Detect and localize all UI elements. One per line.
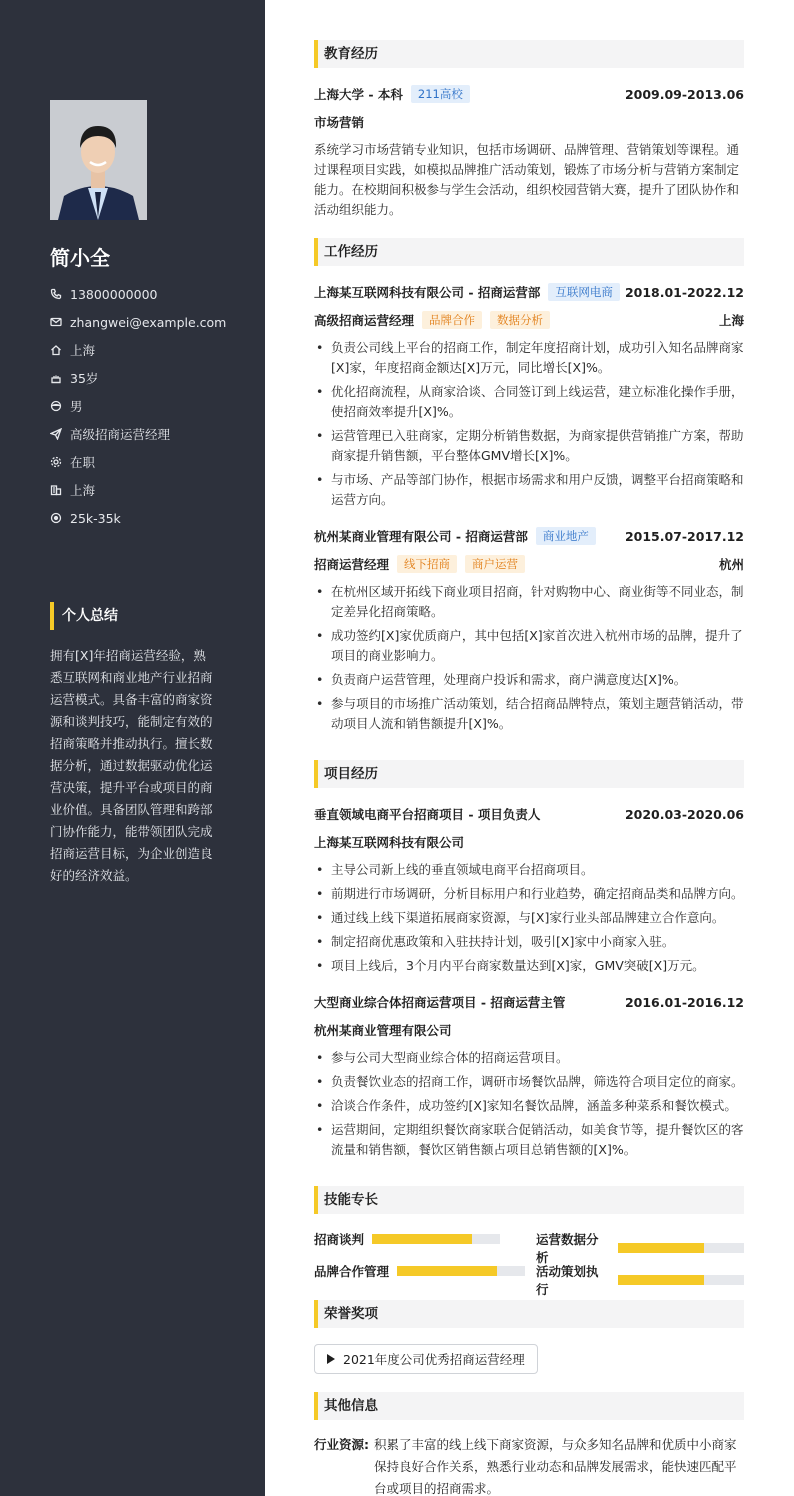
- gender-icon: [50, 400, 62, 412]
- avatar: [50, 100, 147, 220]
- gender-row: [50, 392, 226, 420]
- job-1-role-row: [314, 310, 744, 330]
- education-section-title: 教育经历: [314, 40, 744, 68]
- skill-bar: [618, 1275, 744, 1285]
- skill-bar-fill: [618, 1243, 704, 1253]
- job-1-role: 高级招商运营经理: [314, 313, 415, 328]
- major-row: [314, 112, 744, 132]
- job-1-date: 2018.01-2022.12: [624, 284, 744, 300]
- skill-bar-fill: [372, 1234, 472, 1244]
- send-icon: [50, 428, 62, 440]
- skill-name: 运营数据分析: [536, 1232, 599, 1265]
- job-2-role-row: [314, 554, 744, 574]
- home-icon: [50, 344, 62, 356]
- project-1-org: 上海某互联网科技有限公司: [314, 835, 465, 850]
- list-item: • 负责公司线上平台的招商工作，制定年度招商计划，成功引入知名品牌商家[X]家，年度招商金额达[X]万元，同比增长[X]%。: [314, 338, 744, 378]
- job-1-bullets: [314, 338, 744, 514]
- list-item: • 洽谈合作条件，成功签约[X]家知名餐饮品牌，涵盖多种菜系和餐饮模式。: [314, 1096, 744, 1116]
- school-tag: 211高校: [411, 85, 470, 103]
- summary-text: 拥有[X]年招商运营经验，熟悉互联网和商业地产行业招商运营模式。具备丰富的商家资源和谈判技巧，能制定有效的招商策略并推动执行。擅长数据分析，通过数据驱动优化运营决策，提升平台或项目的商业价值。具备团队管理和跨部门协作能力，能带领团队完成招商运营目标，为企业创造良好的经济效益。: [50, 648, 213, 883]
- city-row: [50, 476, 226, 504]
- cake-icon: [50, 372, 62, 384]
- job-2-tag: 商户运营: [465, 555, 525, 573]
- projects-section-title: 项目经历: [314, 760, 744, 788]
- list-item: • 制定招商优惠政策和入驻扶持计划，吸引[X]家中小商家入驻。: [314, 932, 744, 952]
- coin-icon: [50, 512, 62, 524]
- list-item: • 运营期间，定期组织餐饮商家联合促销活动，如美食节等，提升餐饮区的客流量和销售额，餐饮区销售额占项目总销售额的[X]%。: [314, 1120, 744, 1160]
- status-row: [50, 448, 226, 476]
- project-1-date: 2020.03-2020.06: [624, 806, 744, 822]
- job-2-header: [314, 526, 744, 546]
- skill-name: 招商谈判: [314, 1232, 365, 1247]
- skill-bar: [618, 1243, 744, 1253]
- skill-item: [536, 1230, 744, 1266]
- list-item: • 优化招商流程，从商家洽谈、合同签订到上线运营，建立标准化操作手册，使招商效率提升[X]%。: [314, 382, 744, 422]
- job-1-tag: 品牌合作: [422, 311, 482, 329]
- phone-icon: [50, 288, 62, 300]
- email-row: [50, 308, 226, 336]
- education-desc: 系统学习市场营销专业知识，包括市场调研、品牌管理、营销策划等课程。通过课程项目实践，如模拟品牌推广活动策划，锻炼了市场分析与营销方案制定能力。在校期间积极参与学生会活动，组织校园营销大赛，提升了团队协作和活动组织能力。: [314, 142, 740, 217]
- skill-bar: [372, 1234, 500, 1244]
- other-info-key: 行业资源:: [314, 1437, 369, 1452]
- list-item: • 主导公司新上线的垂直领域电商平台招商项目。: [314, 860, 744, 880]
- sidebar: [0, 0, 265, 1496]
- list-item: • 项目上线后，3个月内平台商家数量达到[X]家，GMV突破[X]万元。: [314, 956, 744, 976]
- avatar-portrait: [50, 100, 147, 220]
- building-icon: [50, 484, 62, 496]
- skill-bar: [397, 1266, 525, 1276]
- list-item: • 成功签约[X]家优质商户，其中包括[X]家首次进入杭州市场的品牌，提升了项目的商业影响力。: [314, 626, 744, 666]
- project-2-bullets: [314, 1048, 744, 1164]
- phone-text: 13800000000: [70, 286, 158, 302]
- school-name: 上海大学 - 本科: [314, 87, 403, 102]
- skill-bar-fill: [397, 1266, 497, 1276]
- skill-item: [314, 1262, 525, 1280]
- list-item: • 在杭州区域开拓线下商业项目招商，针对购物中心、商业街等不同业态，制定差异化招商策略。: [314, 582, 744, 622]
- job-2-bullets: [314, 582, 744, 738]
- skill-item: [536, 1262, 744, 1298]
- project-2-date: 2016.01-2016.12: [624, 994, 744, 1010]
- salary-text: 25k-35k: [70, 510, 121, 526]
- education-date: 2009.09-2013.06: [624, 86, 744, 102]
- gender-text: 男: [70, 399, 83, 414]
- other-section-title: 其他信息: [314, 1392, 744, 1420]
- job-1-industry-tag: 互联网电商: [548, 283, 620, 301]
- skill-name: 品牌合作管理: [314, 1264, 390, 1279]
- other-info-row: [314, 1434, 744, 1496]
- award-item[interactable]: [314, 1344, 538, 1374]
- location-text: 上海: [70, 343, 96, 358]
- summary-title: 个人总结: [50, 602, 118, 630]
- awards-section-title: 荣誉奖项: [314, 1300, 744, 1328]
- other-info-value: 积累了丰富的线上线下商家资源，与众多知名品牌和优质中小商家保持良好合作关系，熟悉行业动态和品牌发展需求，能快速匹配平台或项目的招商需求。: [374, 1437, 737, 1496]
- list-item: • 前期进行市场调研，分析目标用户和行业趋势，确定招商品类和品牌方向。: [314, 884, 744, 904]
- phone-row: [50, 280, 226, 308]
- job-2-tag: 线下招商: [397, 555, 457, 573]
- job-2-company: 杭州某商业管理有限公司 - 招商运营部: [314, 529, 528, 544]
- age-row: [50, 364, 226, 392]
- skill-bar-fill: [618, 1275, 704, 1285]
- location-row: [50, 336, 226, 364]
- award-text: 2021年度公司优秀招商运营经理: [343, 1352, 525, 1367]
- job-2-city: 杭州: [718, 557, 744, 572]
- status-text: 在职: [70, 455, 96, 470]
- project-2-org-row: [314, 1020, 744, 1040]
- project-2-name: 大型商业综合体招商运营项目 - 招商运营主管: [314, 995, 566, 1010]
- list-item: • 负责商户运营管理，处理商户投诉和需求，商户满意度达[X]%。: [314, 670, 744, 690]
- contact-info: [50, 280, 226, 532]
- salary-row: [50, 504, 226, 532]
- skills-section-title: 技能专长: [314, 1186, 744, 1214]
- project-1-bullets: [314, 860, 744, 980]
- skill-item: [314, 1230, 500, 1248]
- job-2-industry-tag: 商业地产: [536, 527, 596, 545]
- project-2-org: 杭州某商业管理有限公司: [314, 1023, 452, 1038]
- skill-name: 活动策划执行: [536, 1264, 599, 1297]
- list-item: • 参与公司大型商业综合体的招商运营项目。: [314, 1048, 744, 1068]
- position-row: [50, 420, 226, 448]
- education-header: [314, 84, 744, 104]
- play-icon: [327, 1354, 335, 1364]
- job-2-date: 2015.07-2017.12: [624, 528, 744, 544]
- job-1-tag: 数据分析: [490, 311, 550, 329]
- candidate-name: 简小全: [50, 246, 110, 270]
- project-1-org-row: [314, 832, 744, 852]
- project-1-name: 垂直领域电商平台招商项目 - 项目负责人: [314, 807, 541, 822]
- job-2-role: 招商运营经理: [314, 557, 390, 572]
- list-item: • 负责餐饮业态的招商工作，调研市场餐饮品牌，筛选符合项目定位的商家。: [314, 1072, 744, 1092]
- job-1-city: 上海: [718, 313, 744, 328]
- list-item: • 参与项目的市场推广活动策划，结合招商品牌特点，策划主题营销活动，带动项目人流和销售额提升[X]%。: [314, 694, 744, 734]
- major: 市场营销: [314, 115, 365, 130]
- list-item: • 与市场、产品等部门协作，根据市场需求和用户反馈，调整平台招商策略和运营方向。: [314, 470, 744, 510]
- project-1-header: [314, 804, 744, 824]
- mail-icon: [50, 316, 62, 328]
- gear-icon: [50, 456, 62, 468]
- age-text: 35岁: [70, 371, 99, 386]
- position-text: 高级招商运营经理: [70, 427, 171, 442]
- work-section-title: 工作经历: [314, 238, 744, 266]
- job-1-header: [314, 282, 744, 302]
- project-2-header: [314, 992, 744, 1012]
- list-item: • 运营管理已入驻商家，定期分析销售数据，为商家提供营销推广方案，帮助商家提升销售额，平台整体GMV增长[X]%。: [314, 426, 744, 466]
- email-text: zhangwei@example.com: [70, 314, 227, 330]
- job-1-company: 上海某互联网科技有限公司 - 招商运营部: [314, 285, 541, 300]
- list-item: • 通过线上线下渠道拓展商家资源，与[X]家行业头部品牌建立合作意向。: [314, 908, 744, 928]
- city-text: 上海: [70, 483, 96, 498]
